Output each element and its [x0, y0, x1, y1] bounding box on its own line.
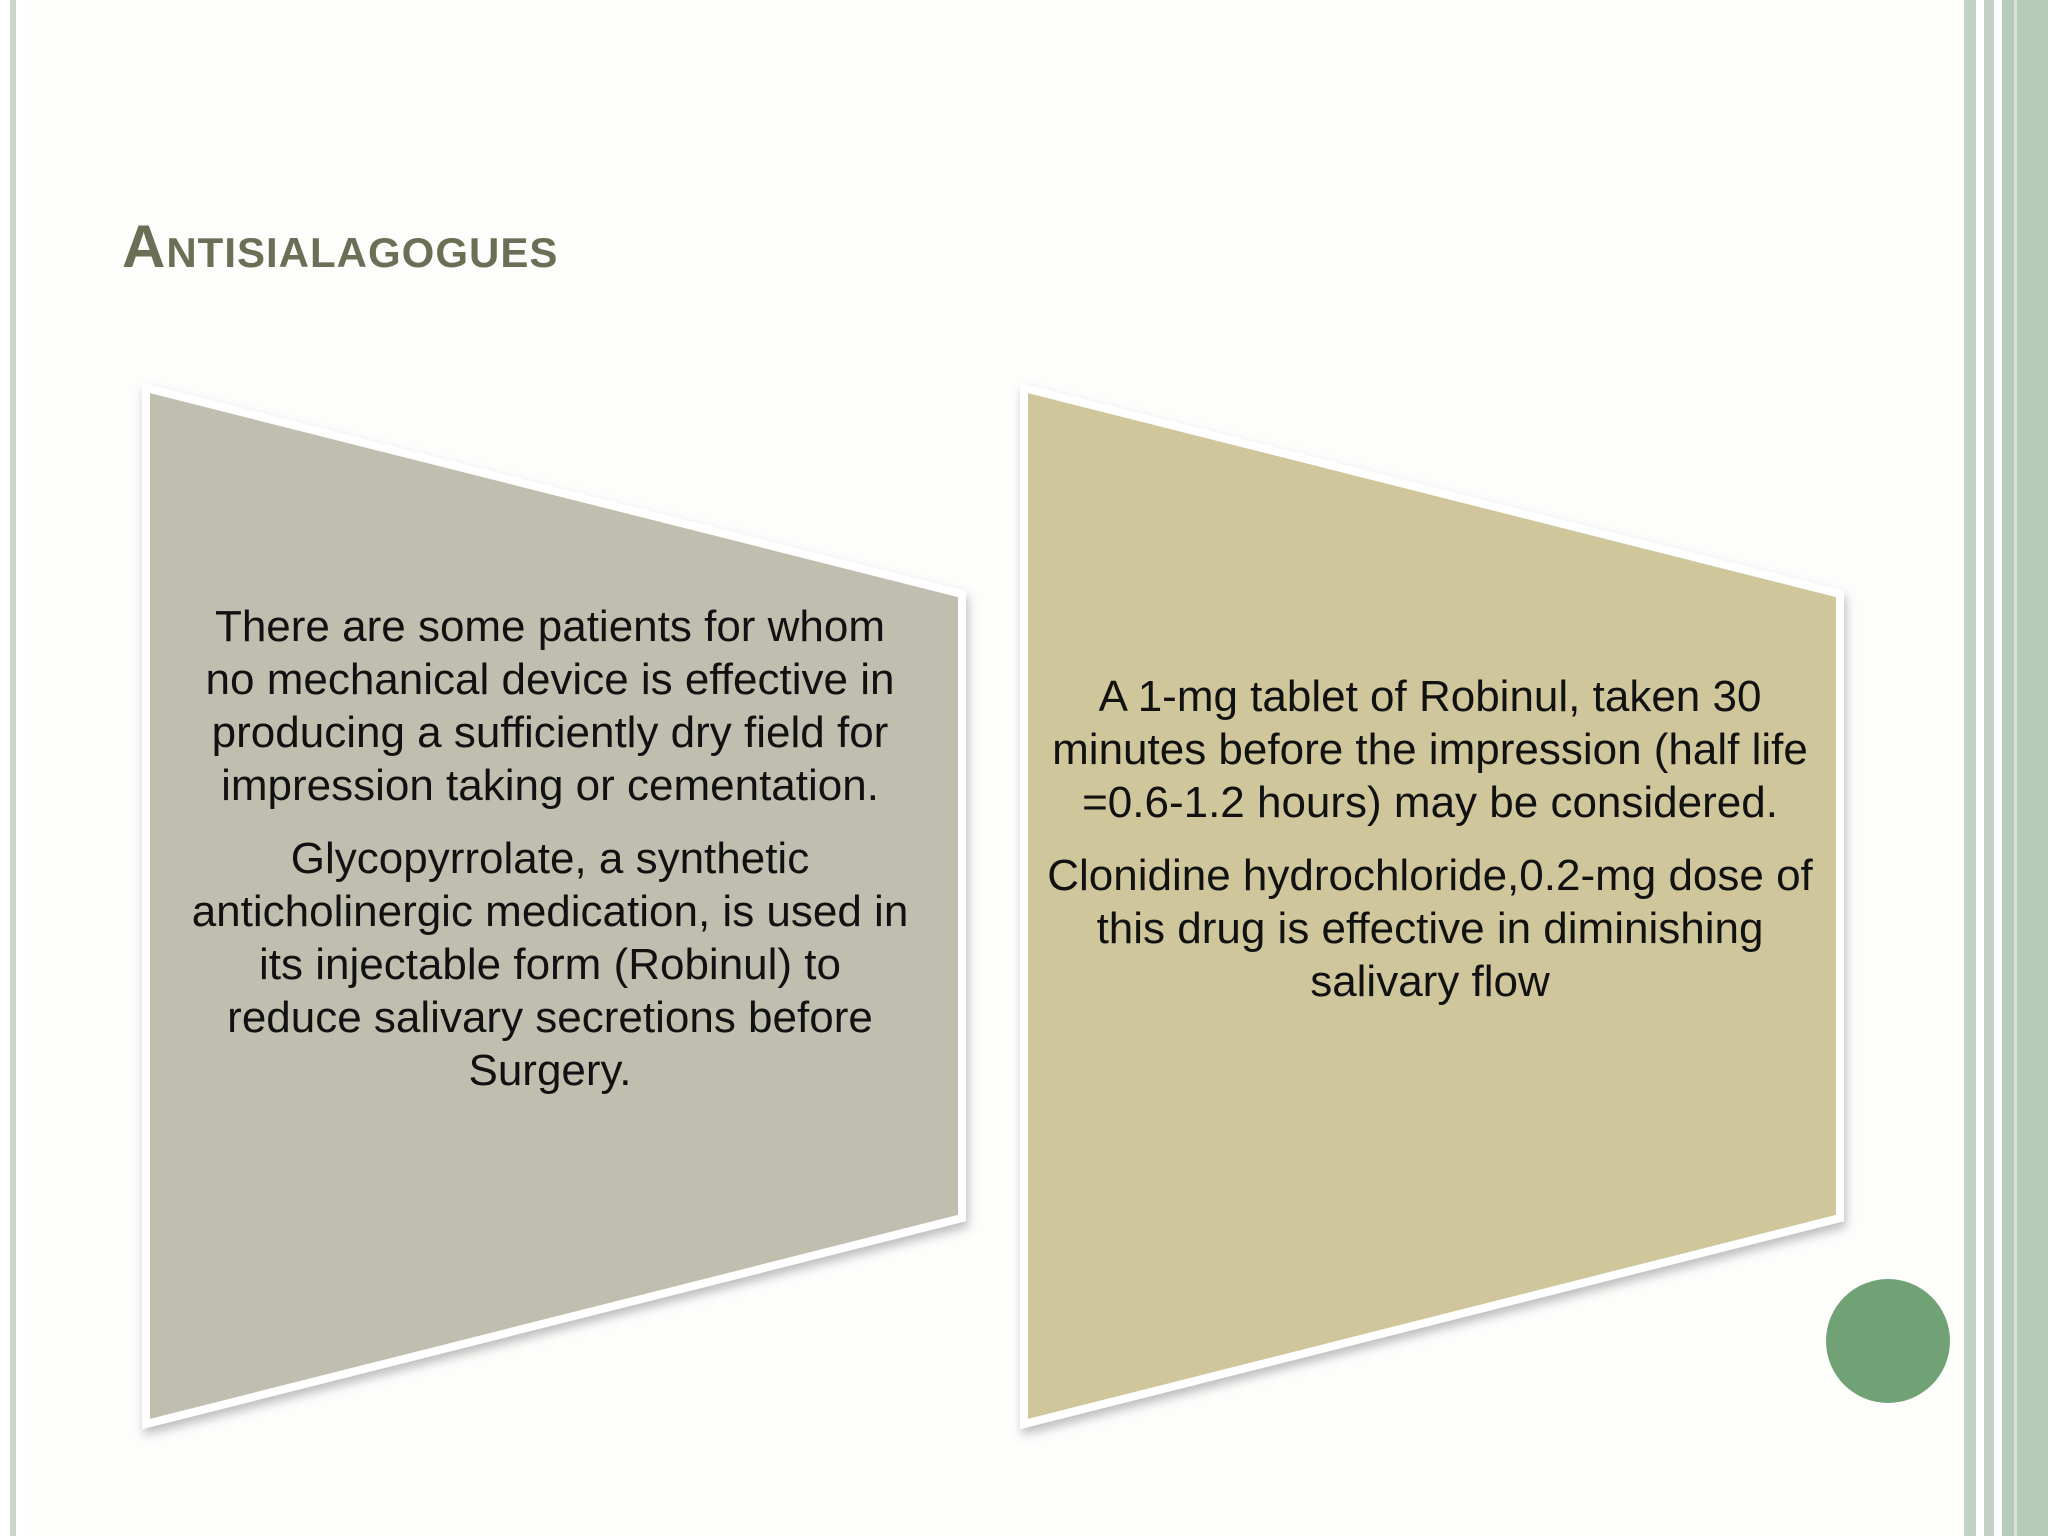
left-panel-paragraph: Glycopyrrolate, a synthetic anticholinergic medication, is used in its injectable form (Robinul) to reduce salivary secretions before Surgery.: [191, 834, 909, 1095]
right-panel-paragraph: A 1-mg tablet of Robinul, taken 30 minutes before the impression (half life =0.6-1.2 hours) may be considered.: [1052, 672, 1808, 827]
right-panel-text: [1040, 670, 1820, 1008]
left-panel-text: [190, 600, 910, 1097]
decorative-circle: [1826, 1279, 1950, 1403]
right-panel-paragraph: Clonidine hydrochloride,0.2-mg dose of this drug is effective in diminishing salivary flow: [1047, 851, 1813, 1006]
slide-title: Antisialagogues: [122, 213, 559, 280]
left-panel-paragraph: There are some patients for whom no mechanical device is effective in producing a sufficiently dry field for impression taking or cementation.: [205, 602, 895, 810]
